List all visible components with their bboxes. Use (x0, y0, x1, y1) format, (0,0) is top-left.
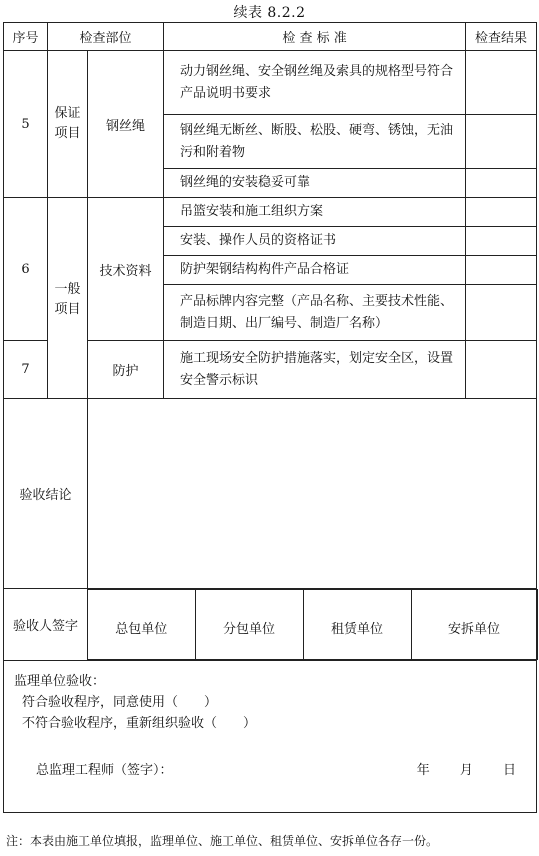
standard-cell: 施工现场安全防护措施落实，划定安全区，设置安全警示标识 (164, 341, 466, 399)
seq-cell: 7 (4, 341, 48, 399)
category-cell: 保证 项目 (48, 51, 88, 198)
conclusion-label: 验收结论 (4, 399, 88, 589)
result-cell[interactable] (466, 169, 537, 198)
standard-cell: 钢丝绳无断丝、断股、松股、硬弯、锈蚀，无油污和附着物 (164, 115, 466, 169)
signature-row (4, 589, 537, 661)
header-standard: 检 查 标 准 (164, 23, 466, 51)
signer-general-contractor[interactable]: 总包单位 (88, 590, 195, 660)
result-cell[interactable] (466, 198, 537, 227)
part-cell: 防护 (88, 341, 164, 399)
signature-area (88, 589, 537, 661)
signature-columns (88, 589, 538, 660)
category-cell: 一般 项目 (48, 198, 88, 399)
supervision-block (4, 661, 537, 813)
engineer-sign-line (14, 760, 526, 781)
month-label: 月 (459, 763, 473, 778)
standard-cell: 钢丝绳的安装稳妥可靠 (164, 169, 466, 198)
signature-label: 验收人签字 (4, 589, 88, 661)
table-caption: 续表 8.2.2 (233, 5, 306, 21)
standard-cell: 安装、操作人员的资格证书 (164, 227, 466, 256)
conclusion-row (4, 399, 537, 589)
supervision-row (4, 661, 537, 813)
signer-leasing-unit[interactable]: 租赁单位 (303, 590, 411, 660)
option-reject[interactable]: 不符合验收程序，重新组织验收（ ） (22, 716, 257, 731)
result-cell[interactable] (466, 51, 537, 115)
seq-cell: 5 (4, 51, 48, 198)
signer-installer[interactable]: 安拆单位 (411, 590, 537, 660)
day-label: 日 (503, 763, 517, 778)
engineer-signature-label[interactable]: 总监理工程师（签字）： (36, 763, 173, 778)
standard-cell: 防护架钢结构构件产品合格证 (164, 256, 466, 285)
option-approve[interactable]: 符合验收程序，同意使用（ ） (22, 695, 218, 710)
result-cell[interactable] (466, 115, 537, 169)
year-label: 年 (416, 763, 430, 778)
table-row (4, 198, 537, 227)
header-part: 检查部位 (48, 23, 164, 51)
standard-cell: 吊篮安装和施工组织方案 (164, 198, 466, 227)
date-fields (391, 760, 516, 781)
result-cell[interactable] (466, 227, 537, 256)
result-cell[interactable] (466, 341, 537, 399)
header-result: 检查结果 (466, 23, 537, 51)
result-cell[interactable] (466, 256, 537, 285)
standard-cell: 动力钢丝绳、安全钢丝绳及索具的规格型号符合产品说明书要求 (164, 51, 466, 115)
supervision-heading: 监理单位验收： (14, 674, 106, 689)
header-row (4, 23, 537, 51)
seq-cell: 6 (4, 198, 48, 341)
part-cell: 钢丝绳 (88, 51, 164, 198)
table-row (4, 51, 537, 115)
conclusion-field[interactable] (88, 399, 537, 589)
result-cell[interactable] (466, 285, 537, 341)
standard-cell: 产品标牌内容完整（产品名称、主要技术性能、制造日期、出厂编号、制造厂名称） (164, 285, 466, 341)
signer-subcontractor[interactable]: 分包单位 (195, 590, 303, 660)
part-cell: 技术资料 (88, 198, 164, 341)
header-seq: 序号 (4, 23, 48, 51)
footnote: 注：本表由施工单位填报，监理单位、施工单位、租赁单位、安拆单位各存一份。 (6, 834, 439, 848)
inspection-table (3, 22, 537, 813)
